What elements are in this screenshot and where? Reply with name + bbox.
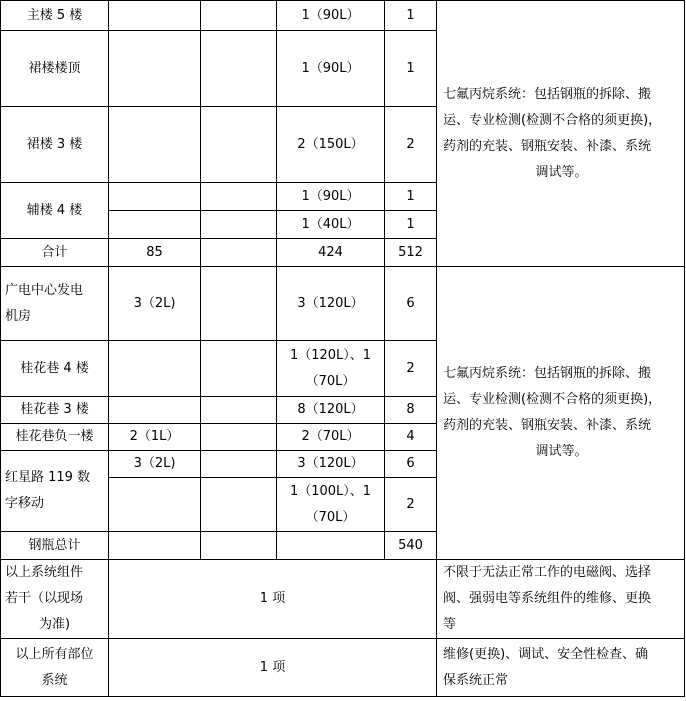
location-cell: 辅楼 4 楼 [1,183,109,239]
empty-cell [109,532,201,560]
item-line: 若干（以现场 [5,591,84,606]
empty-cell [201,341,277,397]
small-bottle-cell [109,478,201,532]
location-cell [1,451,109,532]
description-cell [437,1,685,267]
small-bottle-cell [109,31,201,107]
quantity-cell: 1 项 [109,560,437,639]
empty-cell [201,267,277,341]
description-line: 调试等。 [535,444,588,459]
item-cell [1,639,109,697]
bottle-spec-cell: 3（120L） [277,451,385,478]
bottle-spec-cell: 1（90L） [277,1,385,31]
total-label: 钢瓶总计 [1,532,109,560]
table-row [1,267,685,341]
bottle-spec-cell: 2（150L） [277,107,385,183]
item-line: 系统 [41,672,68,688]
count-cell: 1 [385,31,437,107]
quantity-cell: 1 项 [109,639,437,697]
location-cell [1,267,109,341]
description-line: 不限于无法正常工作的电磁阀、选择 [443,565,652,580]
total-count: 540 [385,532,437,560]
count-cell: 4 [385,424,437,451]
count-cell: 1 [385,211,437,239]
small-bottle-cell [109,211,201,239]
empty-cell [277,532,385,560]
small-bottle-cell: 3（2L) [109,451,201,478]
count-cell: 6 [385,267,437,341]
description-cell [437,267,685,560]
bottle-spec-line: （70L） [305,509,356,525]
count-cell: 2 [385,341,437,397]
description-line: 调试等。 [535,164,588,180]
bottle-spec-cell [277,478,385,532]
total-count: 512 [385,239,437,267]
empty-cell [201,424,277,451]
location-cell: 主楼 5 楼 [1,1,109,31]
count-cell: 2 [385,478,437,532]
empty-cell [201,532,277,560]
location-cell: 桂花巷 4 楼 [1,341,109,397]
small-bottle-cell: 3（2L) [109,267,201,341]
location-cell: 桂花巷 3 楼 [1,397,109,424]
empty-cell [201,31,277,107]
location-cell: 裙楼 3 楼 [1,107,109,183]
description-line: 七氟丙烷系统：包括钢瓶的拆除、搬 [443,86,652,102]
count-cell: 2 [385,107,437,183]
location-line: 广电中心发电 [5,282,84,298]
item-line: 为准) [38,617,71,632]
bottle-spec-line: 1（100L）、1 [289,483,372,499]
location-cell: 裙楼楼顶 [1,31,109,107]
bottle-spec-line: 1（120L）、1 [289,347,372,363]
total-small-bottles: 85 [109,239,201,267]
empty-cell [201,239,277,267]
empty-cell [201,183,277,211]
empty-cell [201,1,277,31]
bottle-spec-cell: 2（70L） [277,424,385,451]
description-line: 运、专业检测(检测不合格的须更换)， [443,112,662,128]
empty-cell [201,211,277,239]
description-cell [437,639,685,697]
empty-cell [201,107,277,183]
small-bottle-cell [109,107,201,183]
item-line: 以上所有部位 [15,646,94,662]
small-bottle-cell: 2（1L） [109,424,201,451]
bottle-spec-cell: 1（90L） [277,31,385,107]
location-line: 红星路 119 数 [5,470,91,485]
small-bottle-cell [109,183,201,211]
total-label: 合计 [1,239,109,267]
item-line: 以上系统组件 [5,565,84,580]
count-cell: 8 [385,397,437,424]
description-line: 等 [443,617,457,632]
count-cell: 1 [385,1,437,31]
empty-cell [201,451,277,478]
bottle-spec-cell [277,341,385,397]
bottle-spec-cell: 1（40L） [277,211,385,239]
table-row [1,639,685,697]
description-line: 阀、强弱电等系统组件的维修、更换 [443,591,652,606]
description-line: 保系统正常 [443,672,509,688]
location-cell: 桂花巷负一楼 [1,424,109,451]
bottle-spec-cell: 1（90L） [277,183,385,211]
bottle-spec-line: （70L） [305,373,356,389]
description-line: 药剂的充装、钢瓶安装、补漆、系统 [443,418,652,433]
table-row [1,560,685,639]
bottle-spec-cell: 8（120L） [277,397,385,424]
description-line: 运、专业检测(检测不合格的须更换)， [443,392,662,407]
description-cell [437,560,685,639]
item-cell [1,560,109,639]
total-bottle-volume: 424 [277,239,385,267]
description-line: 七氟丙烷系统：包括钢瓶的拆除、搬 [443,366,652,381]
empty-cell [201,478,277,532]
table-row [1,1,685,31]
small-bottle-cell [109,397,201,424]
count-cell: 1 [385,183,437,211]
count-cell: 6 [385,451,437,478]
small-bottle-cell [109,1,201,31]
description-line: 维修(更换)、调试、安全性检查、确 [443,646,649,662]
bottle-spec-cell: 3（120L） [277,267,385,341]
description-line: 药剂的充装、钢瓶安装、补漆、系统 [443,138,652,154]
empty-cell [201,397,277,424]
location-line: 机房 [5,308,32,324]
small-bottle-cell [109,341,201,397]
location-line: 字移动 [5,496,45,511]
